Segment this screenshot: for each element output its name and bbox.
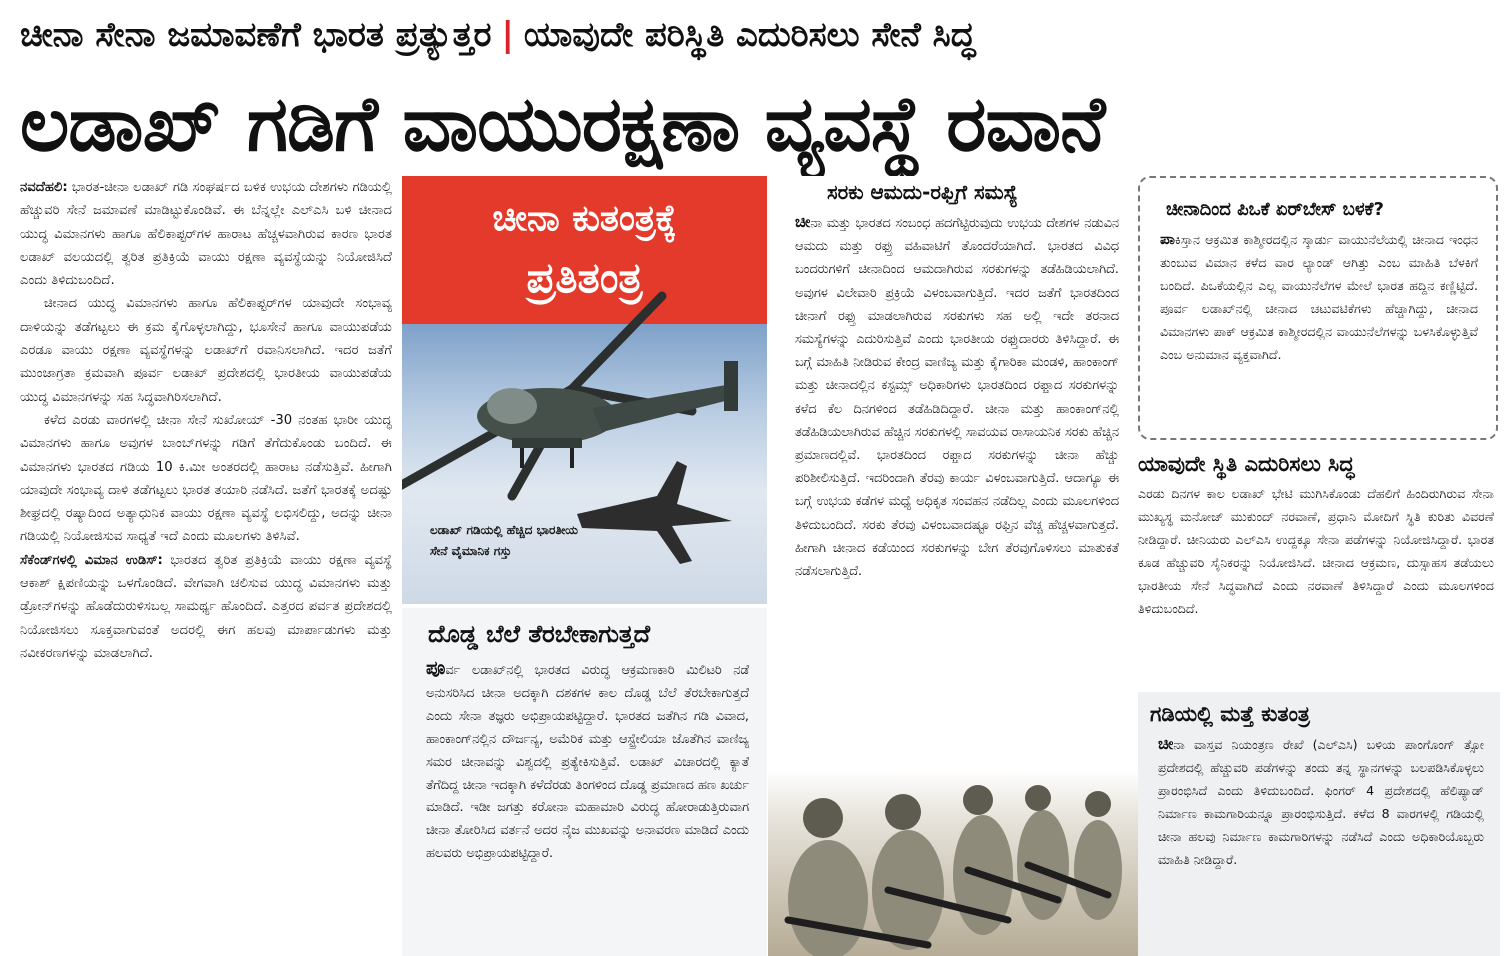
soldiers-photo	[768, 770, 1138, 956]
photo-caption: ಲಡಾಖ್ ಗಡಿಯಲ್ಲಿ ಹೆಚ್ಚಿದ ಭಾರತೀಯ ಸೇನೆ ವೈಮಾನಿಕ ಗಸ್ತು	[430, 523, 579, 558]
kicker-separator: |	[501, 15, 514, 55]
column-4a-heading: ಯಾವುದೇ ಸ್ಥಿತಿ ಎದುರಿಸಲು ಸಿದ್ಧ	[1138, 452, 1355, 476]
box-body: ಪಾಕಿಸ್ತಾನ ಆಕ್ರಮಿತ ಕಾಶ್ಮೀರದಲ್ಲಿನ ಸ್ಕಾರ್ಡು ವಾಯುನೆಲೆಯಲ್ಲಿ ಚೀನಾದ ಇಂಧನ ತುಂಬುವ ವಿಮಾನ ಕಳೆದ ವಾರ ಲ್ಯಾಂಡ್ ಆಗಿತ್ತು ಎಂಬ ಮಾಹಿತಿ ಬೆಳಕಿಗೆ ಬಂದಿದೆ. ಪಿಒಕೆಯಲ್ಲಿನ ಎಲ್ಲ ವಾಯುನೆಲೆಗಳ ಮೇಲೆ ಭಾರತ ಹದ್ದಿನ ಕಣ್ಣಿಟ್ಟಿದೆ. ಪೂರ್ವ ಲಡಾಖ್‌ನಲ್ಲಿ ಚೀನಾದ ಚಟುವಟಿಕೆಗಳು ಹೆಚ್ಚಾಗಿದ್ದು, ಚೀನಾದ ವಿಮಾನಗಳು ಪಾಕ್ ಆಕ್ರಮಿತ ಕಾಶ್ಮೀರದಲ್ಲಿನ ವಾಯುನೆಲೆಗಳನ್ನು ಬಳಸಿಕೊಳ್ಳುತ್ತಿವೆ ಎಂಬ ಅನುಮಾನ ವ್ಯಕ್ತವಾಗಿದೆ.	[1160, 230, 1478, 362]
column-3-body: ಚೀನಾ ಮತ್ತು ಭಾರತದ ಸಂಬಂಧ ಹದಗೆಟ್ಟಿರುವುದು ಉಭಯ ದೇಶಗಳ ನಡುವಿನ ಆಮದು ಮತ್ತು ರಫ್ತು ವಹಿವಾಟಿಗೆ ತೊಂದರೆಯಾಗಿದೆ. ಭಾರತದ ವಿವಿಧ ಬಂದರುಗಳಿಗೆ ಚೀನಾದಿಂದ ಆಮದಾಗಿರುವ ಸರಕುಗಳನ್ನು ತಡೆಹಿಡಿಯಲಾಗಿದೆ. ಅವುಗಳ ವಿಲೇವಾರಿ ಪ್ರಕ್ರಿಯೆ ವಿಳಂಬವಾಗುತ್ತಿದೆ. ಇದರ ಜತೆಗೆ ಭಾರತದಿಂದ ಚೀನಾಗೆ ರಫ್ತು ಮಾಡಲಾಗಿರುವ ಸರಕುಗಳು ಸಹ ಅಲ್ಲಿ ಇದೇ ತರನಾದ ಸಮಸ್ಯೆಗಳನ್ನು ಎದುರಿಸುತ್ತಿವೆ ಎಂದು ಭಾರತೀಯ ರಫ್ತುದಾರರು ತಿಳಿಸಿದ್ದಾರೆ. ಈ ಬಗ್ಗೆ ಮಾಹಿತಿ ನೀಡಿರುವ ಕೇಂದ್ರ ವಾಣಿಜ್ಯ ಮತ್ತು ಕೈಗಾರಿಕಾ ಮಂಡಳಿ, ಹಾಂಕಾಂಗ್ ಮತ್ತು ಚೀನಾದಲ್ಲಿನ ಕಸ್ಟಮ್ಸ್ ಅಧಿಕಾರಿಗಳು ಭಾರತದಿಂದ ರಫ್ತಾದ ಸರಕುಗಳನ್ನು ಕಳೆದ ಕೆಲ ದಿನಗಳಿಂದ ತಡೆಹಿಡಿದಿದ್ದಾರೆ. ಚೀನಾ ಮತ್ತು ಹಾಂಕಾಂಗ್‌ನಲ್ಲಿ ತಡೆಹಿಡಿಯಲಾಗಿರುವ ಹೆಚ್ಚಿನ ಸರಕುಗಳಲ್ಲಿ ಸಾವಯವ ರಾಸಾಯನಿಕ ಸರಕು ಹೆಚ್ಚಿನ ಪ್ರಮಾಣದಲ್ಲಿವೆ. ಭಾರತದಿಂದ ರಫ್ತಾದ ಸರಕುಗಳನ್ನು ಚೀನಾ ಹೆಚ್ಚು ಪರಿಶೀಲಿಸುತ್ತಿದೆ. ಇದರಿಂದಾಗಿ ತೆರವು ಕಾರ್ಯ ವಿಳಂಬವಾಗುತ್ತಿದೆ. ಆದಾಗ್ಯೂ ಈ ಬಗ್ಗೆ ಉಭಯ ಕಡೆಗಳ ಮಧ್ಯೆ ಅಧಿಕೃತ ಸಂವಹನ ನಡೆದಿಲ್ಲ ಎಂದು ಮೂಲಗಳಿಂದ ತಿಳಿದುಬಂದಿದೆ. ಸರಕು ತೆರವು ವಿಳಂಬವಾದಷ್ಟೂ ರಫ್ತಿನ ವೆಚ್ಚ ಹೆಚ್ಚಳವಾಗುತ್ತದೆ. ಹೀಗಾಗಿ ಚೀನಾದ ಕಡೆಯಿಂದ ಸರಕುಗಳನ್ನು ಬೇಗ ತೆರವುಗೊಳಿಸಲು ಮಾತುಕತೆ ನಡೆಸಲಾಗುತ್ತಿದೆ.	[795, 212, 1119, 580]
column-4a-body: ಎರಡು ದಿನಗಳ ಕಾಲ ಲಡಾಖ್ ಭೇಟಿ ಮುಗಿಸಿಕೊಂಡು ದೆಹಲಿಗೆ ಹಿಂದಿರುಗಿರುವ ಸೇನಾ ಮುಖ್ಯಸ್ಥ ಮನೋಜ್ ಮುಕುಂದ್ ನರವಾಣೆ, ಪ್ರಧಾನಿ ಮೋದಿಗೆ ಸ್ಥಿತಿ ಕುರಿತು ವಿವರಣೆ ನೀಡಿದ್ದಾರೆ. ಚೀನಿಯರು ಎಲ್‌ಎಸಿ ಉದ್ದಕ್ಕೂ ಸೇನಾ ಪಡೆಗಳನ್ನು ನಿಯೋಜಿಸಿದ್ದಾರೆ. ಭಾರತ ಕೂಡ ಹೆಚ್ಚುವರಿ ಸೈನಿಕರನ್ನು ನಿಯೋಜಿಸಿದೆ. ಚೀನಾದ ಆಕ್ರಮಣ, ದುಸ್ಸಾಹಸ ತಡೆಯಲು ಭಾರತೀಯ ಸೇನೆ ಸಿದ್ಧವಾಗಿದೆ ಎಂದು ನರವಾಣೆ ತಿಳಿಸಿದ್ದಾರೆ ಎಂದು ಮೂಲಗಳಿಂದ ತಿಳಿದುಬಂದಿದೆ.	[1138, 486, 1494, 616]
column-3-heading: ಸರಕು ಆಮದು-ರಫ್ತಿಗೆ ಸಮಸ್ಯೆ	[827, 180, 1018, 204]
article-column-3	[795, 176, 1119, 776]
photo-block	[402, 176, 767, 604]
kicker-left: ಚೀನಾ ಸೇನಾ ಜಮಾವಣೆಗೆ ಭಾರತ ಪ್ರತ್ಯುತ್ತರ	[20, 15, 492, 55]
article-column-4b	[1138, 692, 1500, 956]
box-heading: ಚೀನಾದಿಂದ ಪಿಒಕೆ ಏರ್‌ಬೇಸ್ ಬಳಕೆ?	[1166, 199, 1384, 220]
column-4b-heading: ಗಡಿಯಲ್ಲಿ ಮತ್ತೆ ಕುತಂತ್ರ	[1150, 702, 1310, 726]
dateline: ನವದೆಹಲಿ:	[20, 180, 68, 195]
kicker-line	[20, 2, 1500, 68]
middle-body: ಪೂರ್ವ ಲಡಾಖ್‌ನಲ್ಲಿ ಭಾರತದ ವಿರುದ್ಧ ಆಕ್ರಮಣಕಾರಿ ಮಿಲಿಟರಿ ನಡೆ ಅನುಸರಿಸಿದ ಚೀನಾ ಅದಕ್ಕಾಗಿ ದಶಕಗಳ ಕಾಲ ದೊಡ್ಡ ಬೆಲೆ ತೆರಬೇಕಾಗುತ್ತದೆ ಎಂದು ಸೇನಾ ತಜ್ಞರು ಅಭಿಪ್ರಾಯಪಟ್ಟಿದ್ದಾರೆ. ಭಾರತದ ಜತೆಗಿನ ಗಡಿ ವಿವಾದ, ಹಾಂಕಾಂಗ್‌ನಲ್ಲಿನ ದೌರ್ಜನ್ಯ, ಅಮೆರಿಕ ಮತ್ತು ಆಸ್ಟ್ರೇಲಿಯಾ ಜೊತೆಗಿನ ವಾಣಿಜ್ಯ ಸಮರ ಚೀನಾವನ್ನು ವಿಶ್ವದಲ್ಲಿ ಪ್ರತ್ಯೇಕಿಸುತ್ತಿವೆ. ಲಡಾಖ್ ವಿಚಾರದಲ್ಲಿ ಕ್ಯಾತೆ ತೆಗೆದಿದ್ದ ಚೀನಾ ಇದಕ್ಕಾಗಿ ಕಳೆದೆರಡು ತಿಂಗಳಿಂದ ದೊಡ್ಡ ಪ್ರಮಾಣದ ಹಣ ಖರ್ಚು ಮಾಡಿದೆ. ಇಡೀ ಜಗತ್ತು ಕರೋನಾ ಮಹಾಮಾರಿ ವಿರುದ್ಧ ಹೋರಾಡುತ್ತಿರುವಾಗ ಚೀನಾ ತೋರಿಸಿದ ವರ್ತನೆ ಅದರ ನೈಜ ಮುಖವನ್ನು ಅನಾವರಣ ಮಾಡಿದೆ ಎಂದು ಹಲವರು ಅಭಿಪ್ರಾಯಪಟ್ಟಿದ್ದಾರೆ.	[426, 658, 749, 862]
banner-line-2: ಪ್ರತಿತಂತ್ರ	[526, 253, 643, 302]
article-column-4a	[1138, 448, 1494, 684]
middle-heading: ದೊಡ್ಡ ಬೆಲೆ ತೆರಬೇಕಾಗುತ್ತದೆ	[428, 620, 651, 648]
middle-article	[402, 608, 767, 956]
column-4b-body: ಚೀನಾ ವಾಸ್ತವ ನಿಯಂತ್ರಣ ರೇಖೆ (ಎಲ್‌ಎಸಿ) ಬಳಿಯ ಪಾಂಗೊಂಗ್ ತ್ಸೋ ಪ್ರದೇಶದಲ್ಲಿ ಹೆಚ್ಚುವರಿ ಪಡೆಗಳನ್ನು ತಂದು ತನ್ನ ಸ್ಥಾನಗಳನ್ನು ಬಲಪಡಿಸಿಕೊಳ್ಳಲು ಪ್ರಾರಂಭಿಸಿದೆ ಎಂದು ತಿಳಿದುಬಂದಿದೆ. ಫಿಂಗರ್ 4 ಪ್ರದೇಶದಲ್ಲಿ ಹೆಲಿಪ್ಯಾಡ್ ನಿರ್ಮಾಣ ಕಾಮಗಾರಿಯನ್ನೂ ಪ್ರಾರಂಭಿಸುತ್ತಿದೆ. ಕಳೆದ 8 ವಾರಗಳಲ್ಲಿ ಗಡಿಯಲ್ಲಿ ಚೀನಾ ಹಲವು ನಿರ್ಮಾಣ ಕಾಮಗಾರಿಗಳನ್ನು ನಡೆಸಿದೆ ಎಂದು ಅಧಿಕಾರಿಯೊಬ್ಬರು ಮಾಹಿತಿ ನೀಡಿದ್ದಾರೆ.	[1158, 734, 1484, 867]
kicker-right: ಯಾವುದೇ ಪರಿಸ್ಥಿತಿ ಎದುರಿಸಲು ಸೇನೆ ಸಿದ್ಧ	[523, 15, 976, 55]
article-column-1	[20, 176, 392, 952]
subhead-inline: ಸೆಕೆಂಡ್‌ಗಳಲ್ಲಿ ವಿಮಾನ ಉಡಿಸ್:	[20, 552, 163, 568]
main-headline: ಲಡಾಖ್ ಗಡಿಗೆ ವಾಯುರಕ್ಷಣಾ ವ್ಯವಸ್ಥೆ ರವಾನೆ	[20, 79, 1105, 168]
dropcap: ಚೀ	[795, 212, 811, 231]
dropcap: ಚೀ	[1158, 734, 1174, 753]
banner-line-1: ಚೀನಾ ಕುತಂತ್ರಕ್ಕೆ	[492, 198, 677, 239]
paragraph-4: ಸೆಕೆಂಡ್‌ಗಳಲ್ಲಿ ವಿಮಾನ ಉಡಿಸ್: ಭಾರತದ ತ್ವರಿತ ಪ್ರತಿಕ್ರಿಯೆ ವಾಯು ರಕ್ಷಣಾ ವ್ಯವಸ್ಥೆ ಆಕಾಶ್ ಕ್ಷಿಪಣಿಯನ್ನು ಒಳಗೊಂಡಿದೆ. ವೇಗವಾಗಿ ಚಲಿಸುವ ಯುದ್ಧ ವಿಮಾನಗಳು ಮತ್ತು ಡ್ರೋನ್‌ಗಳನ್ನು ಹೊಡೆದುರುಳಿಸಬಲ್ಲ ಸಾಮರ್ಥ್ಯ ಹೊಂದಿದೆ. ಎತ್ತರದ ಪರ್ವತ ಪ್ರದೇಶದಲ್ಲಿ ನಿಯೋಜಿಸಲು ಸೂಕ್ತವಾಗುವಂತೆ ಅದರಲ್ಲಿ ಈಗ ಹಲವು ಮಾರ್ಪಾಡುಗಳು ಮತ್ತು ನವೀಕರಣಗಳನ್ನು ಮಾಡಲಾಗಿದೆ.	[20, 552, 392, 661]
dropcap: ಪಾ	[1160, 230, 1175, 248]
info-box	[1138, 176, 1498, 440]
paragraph-3: ಕಳೆದ ಎರಡು ವಾರಗಳಲ್ಲಿ ಚೀನಾ ಸೇನೆ ಸುಖೋಯ್ -30 ನಂತಹ ಭಾರೀ ಯುದ್ಧ ವಿಮಾನಗಳು ಹಾಗೂ ಅವುಗಳ ಬಾಂಬ್‌ಗಳನ್ನು ಗಡಿಗೆ ತೆಗೆದುಕೊಂಡು ಬಂದಿದೆ. ಈ ವಿಮಾನಗಳು ಭಾರತದ ಗಡಿಯ 10 ಕಿ.ಮೀ ಅಂತರದಲ್ಲಿ ಹಾರಾಟ ನಡೆಸುತ್ತಿವೆ. ಹೀಗಾಗಿ ಯಾವುದೇ ಸಂಭಾವ್ಯ ದಾಳಿ ತಡೆಗಟ್ಟಲು ಭಾರತ ತಯಾರಿ ನಡೆಸಿದೆ. ಜತೆಗೆ ಭಾರತಕ್ಕೆ ಅದಷ್ಟು ಶೀಘ್ರದಲ್ಲಿ ರಷ್ಯಾದಿಂದ ಅತ್ಯಾಧುನಿಕ ವಾಯು ರಕ್ಷಣಾ ವ್ಯವಸ್ಥೆ ಲಭಿಸಲಿದ್ದು, ಅದನ್ನು ಚೀನಾ ಗಡಿಯಲ್ಲಿ ನಿಯೋಜಿಸುವ ಸಾಧ್ಯತೆ ಇದೆ ಎಂದು ಮೂಲಗಳು ತಿಳಿಸಿವೆ.	[20, 412, 392, 545]
paragraph-1: ನವದೆಹಲಿ: ಭಾರತ-ಚೀನಾ ಲಡಾಖ್ ಗಡಿ ಸಂಘರ್ಷದ ಬಳಿಕ ಉಭಯ ದೇಶಗಳು ಗಡಿಯಲ್ಲಿ ಹೆಚ್ಚುವರಿ ಸೇನೆ ಜಮಾವಣೆ ಮಾಡಿಟ್ಟುಕೊಂಡಿವೆ. ಈ ಬೆನ್ನಲ್ಲೇ ಎಲ್‌ಎಸಿ ಬಳಿ ಚೀನಾದ ಯುದ್ಧ ವಿಮಾನಗಳು ಹಾಗೂ ಹೆಲಿಕಾಪ್ಟರ್‌ಗಳ ಹಾರಾಟ ಹೆಚ್ಚಳವಾಗಿರುವ ಕಾರಣ ಭಾರತ ಲಡಾಖ್ ವಲಯದಲ್ಲಿ ತ್ವರಿತ ಪ್ರತಿಕ್ರಿಯೆ ವಾಯು ರಕ್ಷಣಾ ವ್ಯವಸ್ಥೆಯನ್ನು ನಿಯೋಜಿಸಿದೆ ಎಂದು ತಿಳಿದುಬಂದಿದೆ.	[20, 180, 392, 289]
dropcap: ಪೂ	[426, 658, 446, 679]
paragraph-2: ಚೀನಾದ ಯುದ್ಧ ವಿಮಾನಗಳು ಹಾಗೂ ಹೆಲಿಕಾಪ್ಟರ್‌ಗಳ ಯಾವುದೇ ಸಂಭಾವ್ಯ ದಾಳಿಯನ್ನು ತಡೆಗಟ್ಟಲು ಈ ಕ್ರಮ ಕೈಗೊಳ್ಳಲಾಗಿದ್ದು, ಭೂಸೇನೆ ಹಾಗೂ ವಾಯುಪಡೆಯ ಎರಡೂ ವಾಯು ರಕ್ಷಣಾ ವ್ಯವಸ್ಥೆಗಳನ್ನು ಲಡಾಖ್‌ಗೆ ರವಾನಿಸಲಾಗಿದೆ. ಇದರ ಜತೆಗೆ ಮುಂಜಾಗ್ರತಾ ಕ್ರಮವಾಗಿ ಪೂರ್ವ ಲಡಾಖ್ ಪ್ರದೇಶದಲ್ಲಿ ಭಾರತೀಯ ವಾಯುಪಡೆಯ ಯುದ್ಧ ವಿಮಾನಗಳನ್ನು ಸಹ ಸಿದ್ಧವಾಗಿರಿಸಲಾಗಿದೆ.	[20, 296, 392, 405]
